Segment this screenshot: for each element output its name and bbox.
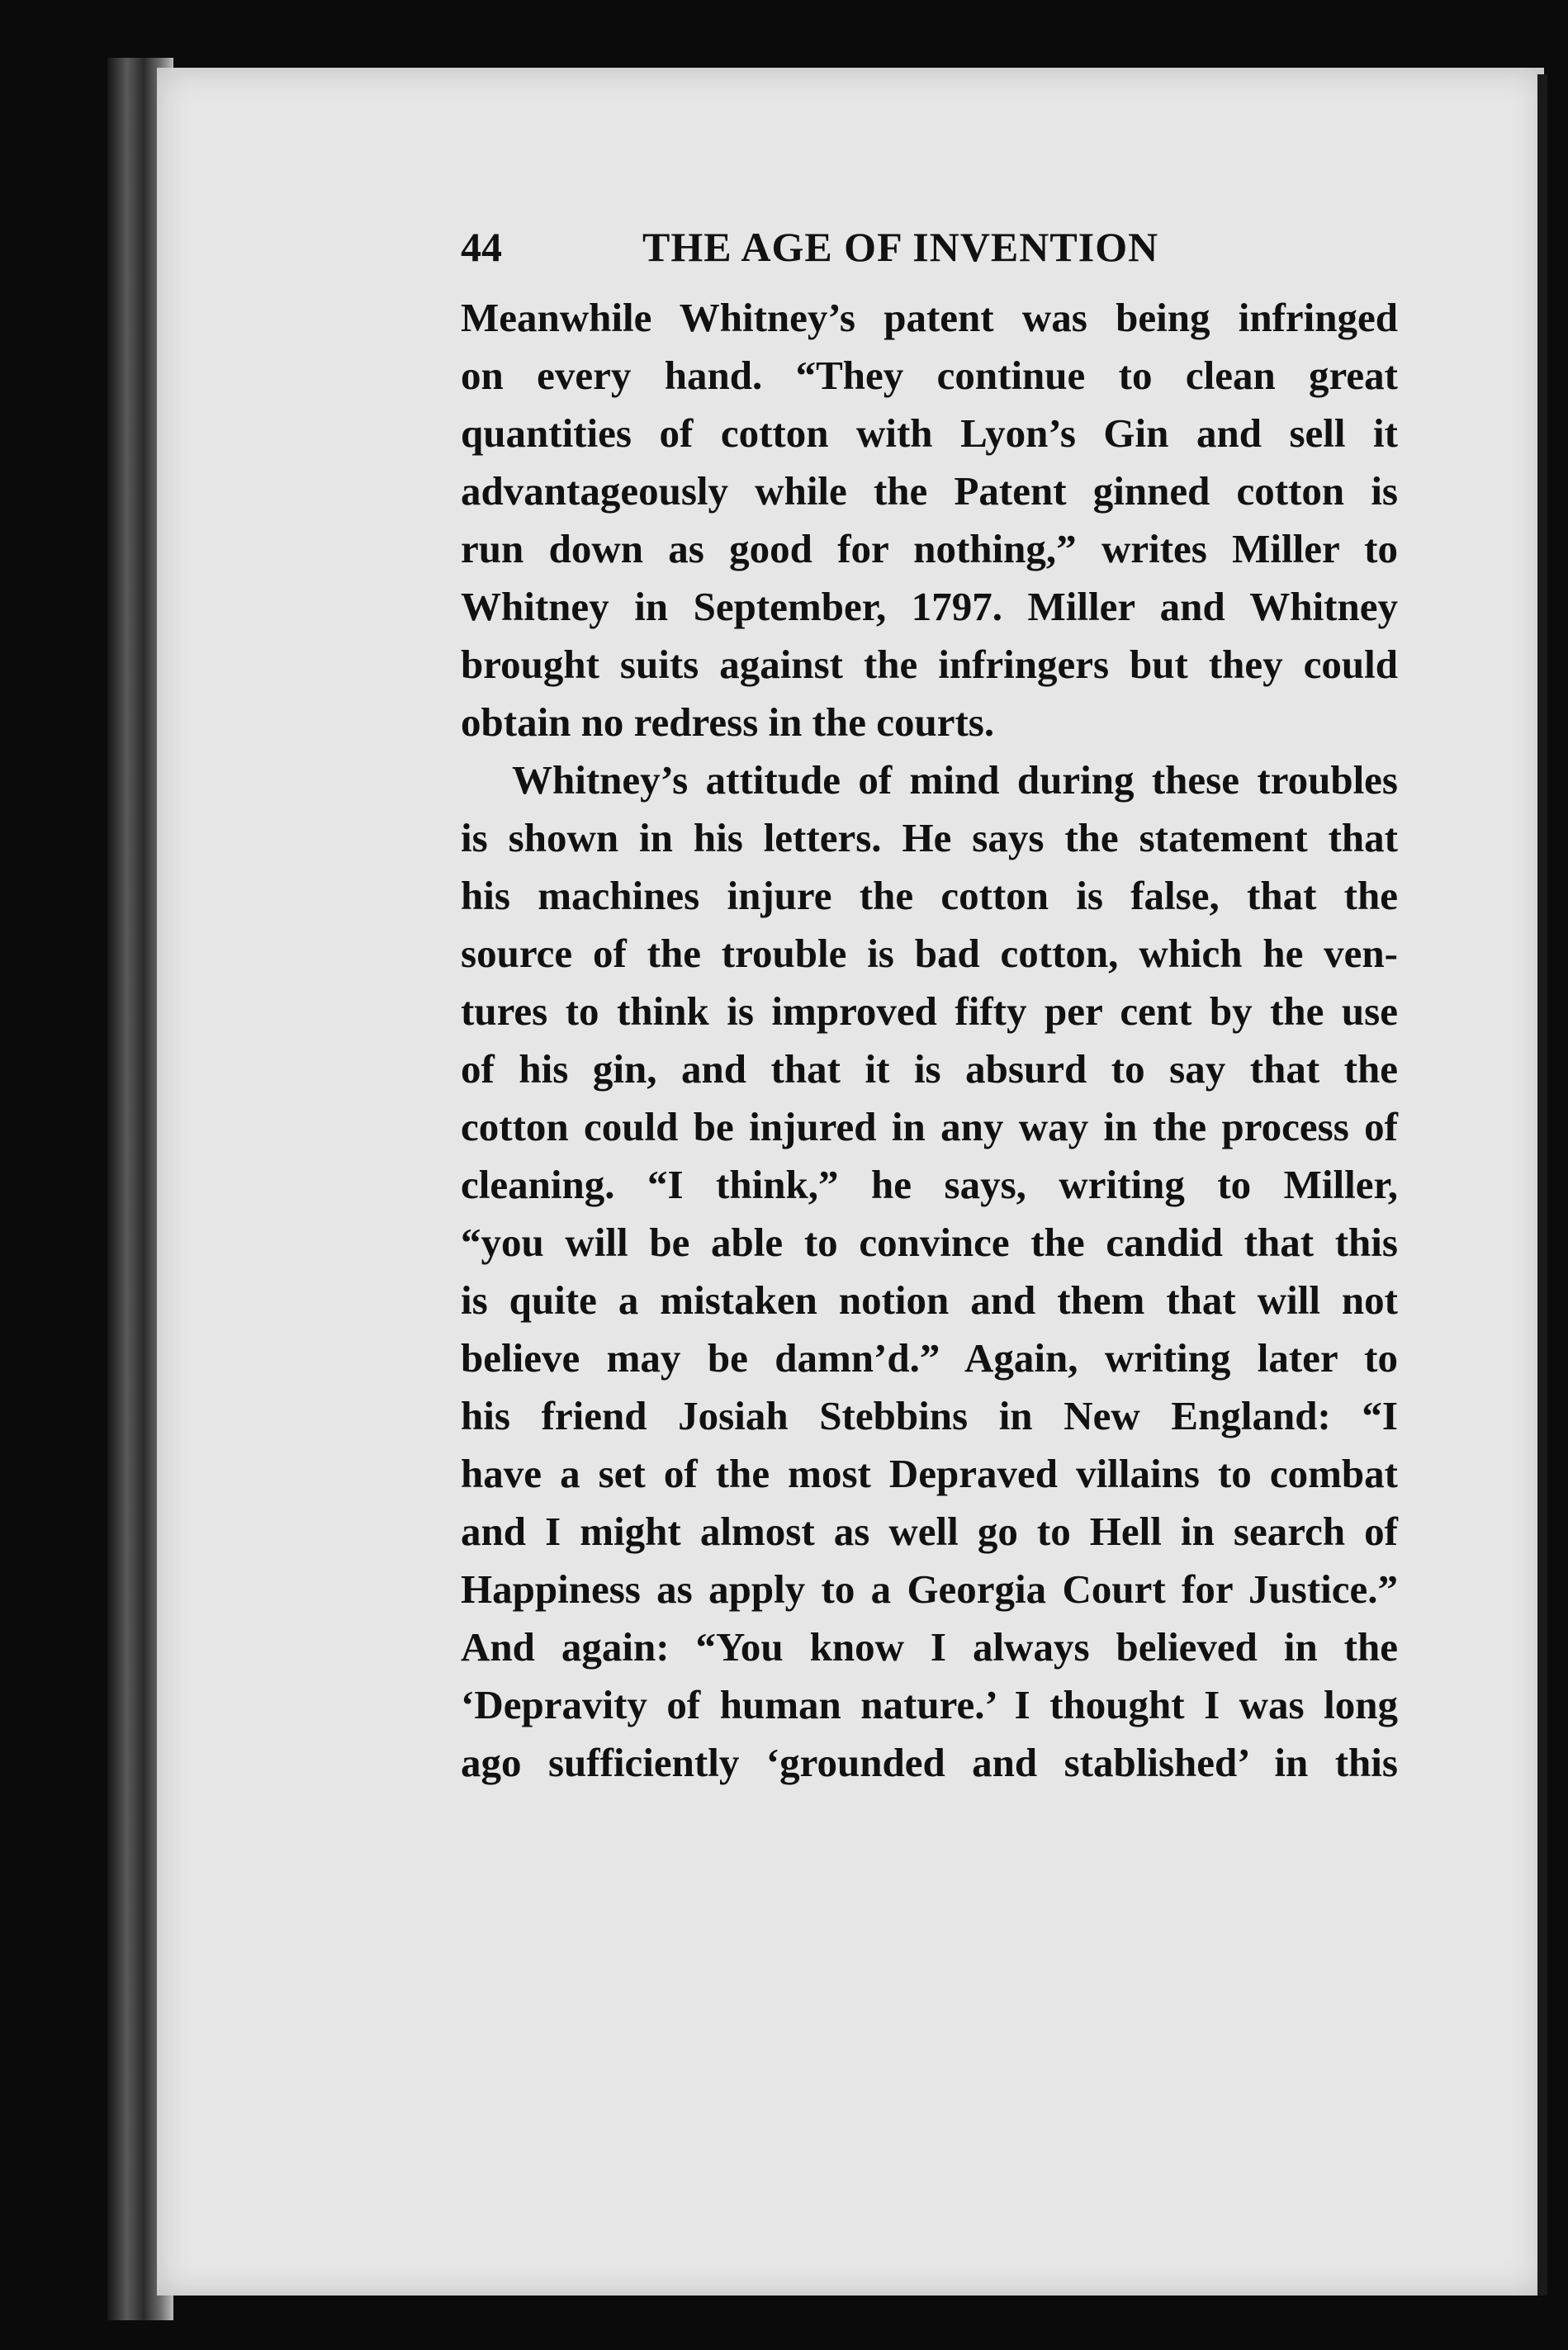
text-line: advantageously while the Patent ginned cotton is (461, 468, 1398, 514)
text-line: is quite a mistaken notion and them that will not (461, 1277, 1398, 1323)
text-line: Whitney in September, 1797. Miller and Whitney (461, 584, 1398, 629)
text-line: his machines injure the cotton is false, that the (461, 873, 1398, 918)
text-line: cotton could be injured in any way in the process of (461, 1104, 1398, 1149)
text-line: believe may be damn’d.” Again, writing later to (461, 1335, 1398, 1381)
text-line: cleaning. “I think,” he says, writing to Miller, (461, 1162, 1398, 1207)
text-line: ago sufficiently ‘grounded and stablished’ in this (461, 1740, 1398, 1785)
text-line: “you will be able to convince the candid that this (461, 1220, 1398, 1265)
page-header (461, 223, 1398, 289)
text-line: source of the trouble is bad cotton, which he ven- (461, 931, 1398, 976)
text-line: is shown in his letters. He says the statement that (461, 815, 1398, 860)
text-line: Happiness as apply to a Georgia Court for Justice.” (461, 1566, 1398, 1612)
page-edge (1537, 74, 1547, 2296)
body-text (461, 289, 1398, 1792)
text-line: of his gin, and that it is absurd to say that the (461, 1046, 1398, 1092)
text-line: on every hand. “They continue to clean great (461, 353, 1398, 398)
text-line: obtain no redress in the courts. (461, 699, 995, 745)
text-line: brought suits against the infringers but they could (461, 642, 1398, 687)
text-line: tures to think is improved fifty per cent by the use (461, 988, 1398, 1034)
text-line: his friend Josiah Stebbins in New England: “I (461, 1393, 1398, 1438)
text-line: Meanwhile Whitney’s patent was being infringed (461, 295, 1398, 340)
text-line: quantities of cotton with Lyon’s Gin and sell it (461, 410, 1398, 456)
text-line: ‘Depravity of human nature.’ I thought I was long (461, 1682, 1398, 1727)
text-line: Whitney’s attitude of mind during these troubles (512, 757, 1398, 803)
page-number: 44 (461, 224, 502, 270)
running-title: THE AGE OF INVENTION (642, 224, 1159, 270)
text-line: and I might almost as well go to Hell in search of (461, 1509, 1398, 1554)
text-line: run down as good for nothing,” writes Miller to (461, 526, 1398, 571)
text-line: have a set of the most Depraved villains to combat (461, 1451, 1398, 1496)
text-line: And again: “You know I always believed in the (461, 1624, 1398, 1670)
